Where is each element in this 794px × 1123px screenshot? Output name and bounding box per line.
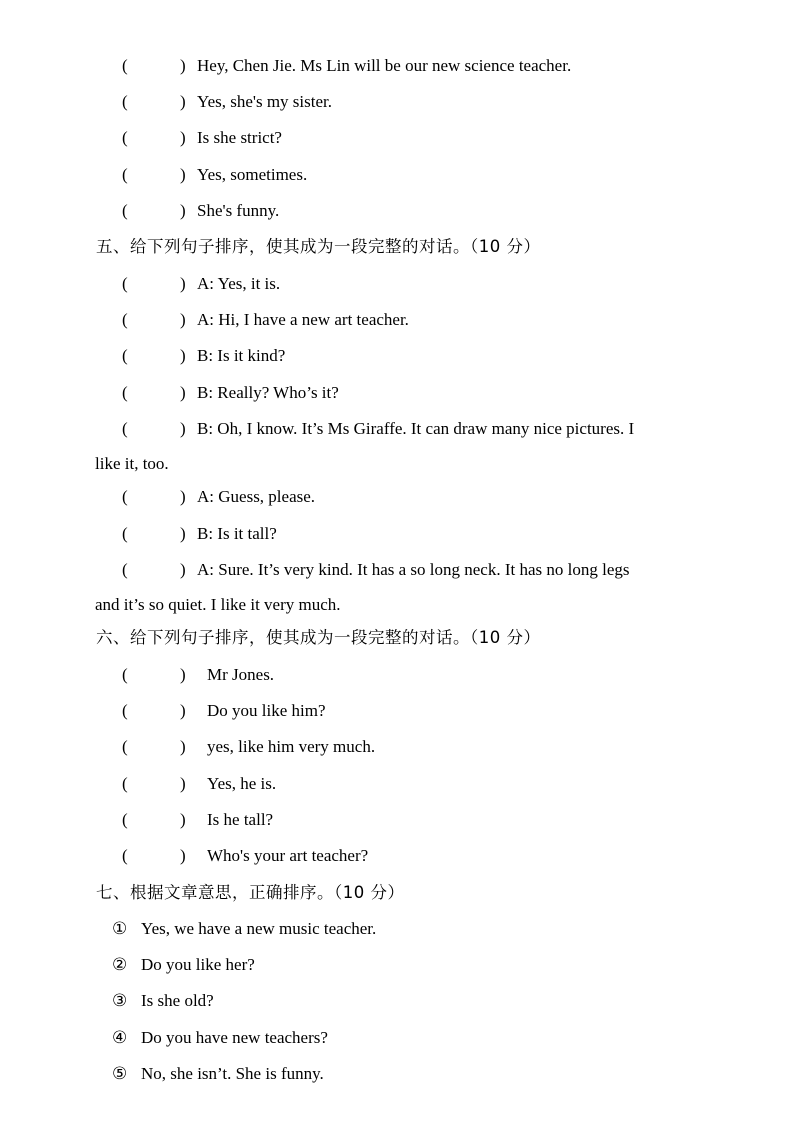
answer-paren-open[interactable]: (: [122, 383, 128, 402]
sentence-text: Is he tall?: [207, 810, 274, 829]
sentence-text: Yes, he is.: [207, 774, 277, 793]
sentence-text: Is she strict?: [197, 128, 282, 147]
answer-paren-close: ): [180, 165, 186, 184]
sentence-text: Yes, she's my sister.: [197, 92, 332, 111]
sentence-text: A: Hi, I have a new art teacher.: [197, 310, 409, 329]
section7-heading: 七、根据文章意思，正确排序。（10 分）: [96, 883, 405, 902]
answer-paren-open[interactable]: (: [122, 201, 128, 220]
answer-paren-close: ): [180, 346, 186, 365]
answer-paren-close: ): [180, 846, 186, 865]
sentence-text: B: Is it kind?: [197, 346, 286, 365]
answer-paren-open[interactable]: (: [122, 92, 128, 111]
answer-paren-open[interactable]: (: [122, 56, 128, 75]
sentence-text: B: Oh, I know. It’s Ms Giraffe. It can draw many nice pictures. I: [197, 419, 635, 438]
answer-paren-open[interactable]: (: [122, 128, 128, 147]
sentence-text: Do you like him?: [207, 701, 326, 720]
answer-paren-close: ): [180, 701, 186, 720]
answer-paren-close: ): [180, 274, 186, 293]
answer-paren-close: ): [180, 737, 186, 756]
answer-paren-open[interactable]: (: [122, 560, 128, 579]
circled-number: ③: [112, 991, 128, 1011]
sentence-text: Do you like her?: [141, 955, 255, 974]
answer-paren-open[interactable]: (: [122, 846, 128, 865]
sentence-text: yes, like him very much.: [207, 737, 376, 756]
answer-paren-close: ): [180, 774, 186, 793]
circled-number: ②: [112, 955, 128, 975]
sentence-text: B: Is it tall?: [197, 524, 277, 543]
answer-paren-open[interactable]: (: [122, 774, 128, 793]
sentence-text: Hey, Chen Jie. Ms Lin will be our new science teacher.: [197, 56, 572, 75]
answer-paren-close: ): [180, 92, 186, 111]
sentence-text: No, she isn’t. She is funny.: [141, 1064, 324, 1083]
answer-paren-close: ): [180, 487, 186, 506]
sentence-text: A: Guess, please.: [197, 487, 316, 506]
section5-heading: 五、给下列句子排序，使其成为一段完整的对话。（10 分）: [96, 237, 541, 256]
sentence-text: A: Yes, it is.: [197, 274, 281, 293]
sentence-text: A: Sure. It’s very kind. It has a so long neck. It has no long legs: [197, 560, 630, 579]
sentence-continuation: and it’s so quiet. I like it very much.: [95, 595, 341, 614]
sentence-text: Is she old?: [141, 991, 214, 1010]
circled-number: ①: [112, 919, 128, 939]
answer-paren-close: ): [180, 524, 186, 543]
sentence-text: Yes, we have a new music teacher.: [141, 919, 377, 938]
answer-paren-close: ): [180, 419, 186, 438]
sentence-text: Who's your art teacher?: [207, 846, 369, 865]
answer-paren-open[interactable]: (: [122, 487, 128, 506]
sentence-text: She's funny.: [197, 201, 280, 220]
answer-paren-close: ): [180, 383, 186, 402]
answer-paren-open[interactable]: (: [122, 346, 128, 365]
circled-number: ⑤: [112, 1064, 128, 1084]
sentence-continuation: like it, too.: [95, 454, 169, 473]
answer-paren-open[interactable]: (: [122, 419, 128, 438]
answer-paren-close: ): [180, 560, 186, 579]
answer-paren-open[interactable]: (: [122, 701, 128, 720]
answer-paren-close: ): [180, 310, 186, 329]
answer-paren-close: ): [180, 810, 186, 829]
answer-paren-close: ): [180, 128, 186, 147]
sentence-text: Yes, sometimes.: [197, 165, 308, 184]
answer-paren-open[interactable]: (: [122, 524, 128, 543]
sentence-text: Mr Jones.: [207, 665, 275, 684]
answer-paren-open[interactable]: (: [122, 737, 128, 756]
answer-paren-open[interactable]: (: [122, 810, 128, 829]
circled-number: ④: [112, 1028, 128, 1048]
answer-paren-open[interactable]: (: [122, 274, 128, 293]
answer-paren-close: ): [180, 665, 186, 684]
section6-heading: 六、给下列句子排序，使其成为一段完整的对话。（10 分）: [96, 628, 541, 647]
answer-paren-close: ): [180, 56, 186, 75]
sentence-text: B: Really? Who’s it?: [197, 383, 339, 402]
sentence-text: Do you have new teachers?: [141, 1028, 328, 1047]
answer-paren-open[interactable]: (: [122, 310, 128, 329]
answer-paren-close: ): [180, 201, 186, 220]
answer-paren-open[interactable]: (: [122, 665, 128, 684]
answer-paren-open[interactable]: (: [122, 165, 128, 184]
